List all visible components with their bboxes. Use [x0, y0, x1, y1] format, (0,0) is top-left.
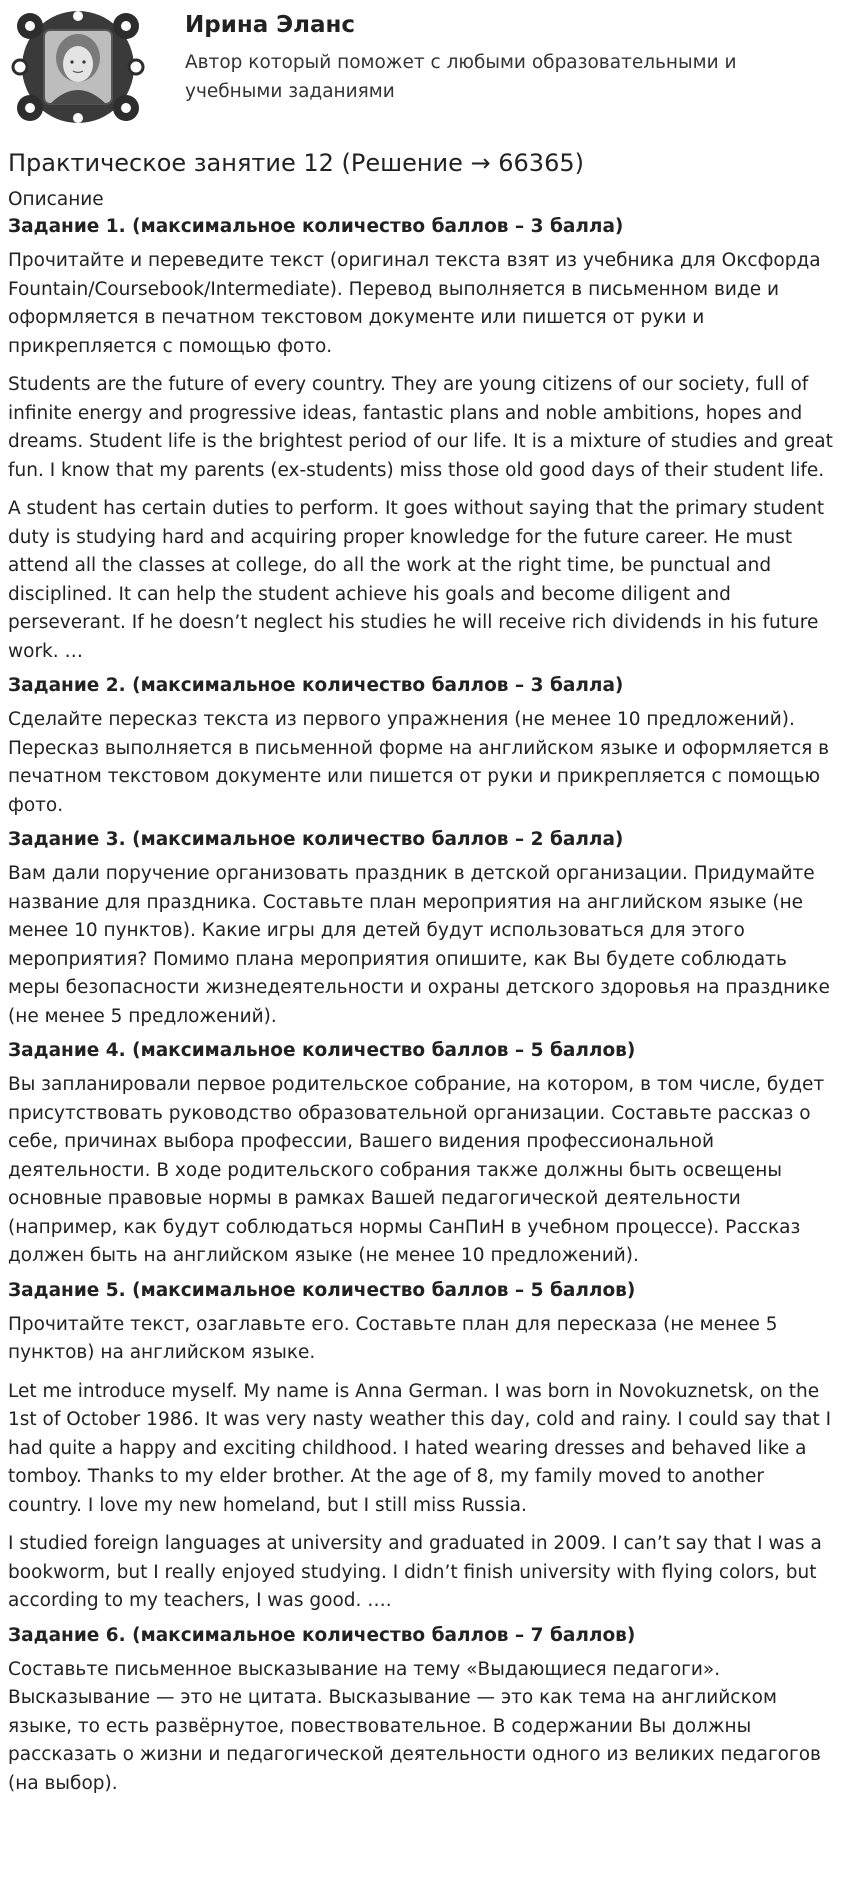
task-6-instructions: Составьте письменное высказывание на тему «Выдающиеся педагоги». Высказывание — это не цитата. Высказывание — это как тема на английском языке, то есть развёрнутое, повествовательное. В содержании Вы должны рассказать о жизни и педагогической деятельности одного из великих педагогов (на выбор). [8, 1658, 821, 1794]
description-label: Описание [8, 189, 104, 210]
task-5-text-paragraph-1: Let me introduce myself. My name is Anna German. I was born in Novokuznetsk, on the 1st of October 1986. It was very nasty weather this day, cold and rainy. I could say that I had quite a happy and exciting childhood. I hated wearing dresses and behaved like a tomboy. Thanks to my elder brother. At the age of 8, my family moved to another country. I love my new homeland, but I still miss Russia. [8, 1380, 832, 1516]
page-title: Практическое занятие 12 (Решение → 66365) [8, 149, 584, 177]
task-1-text-paragraph-1: Students are the future of every country. They are young citizens of our society, full of infinite energy and progressive ideas, fantastic plans and noble ambitions, hopes and dreams. Student life is the brightest period of our life. It is a mixture of studies and great fun. I know that my parents (ex-students) miss those old good days of their student life. [8, 374, 833, 481]
task-content [8, 146, 840, 1808]
task-5-text-paragraph-2: I studied foreign languages at university and graduated in 2009. I can’t say that I was a bookworm, but I really enjoyed studying. I didn’t finish university with flying colors, but according to my teachers, I was good. …. [8, 1533, 822, 1611]
task-1-text-paragraph-2: A student has certain duties to perform. It goes without saying that the primary student duty is studying hard and acquiring proper knowledge for the future career. He must attend all the classes at college, do all the work at the right time, be punctual and disciplined. It can help the student achieve his goals and become diligent and perseverant. If he doesn’t neglect his studies he will receive rich dividends in his future work. … [8, 498, 825, 662]
task-3-instructions: Вам дали поручение организовать праздник в детской организации. Придумайте название для праздника. Составьте план мероприятия на английском языке (не менее 10 пунктов). Какие игры для детей будут использоваться для этого мероприятия? Помимо плана мероприятия опишите, как Вы будете соблюдать меры безопасности жизнедеятельности и охраны детского здоровья на празднике (не менее 5 предложений). [8, 863, 830, 1027]
task-1-instructions: Прочитайте и переведите текст (оригинал текста взят из учебника для Оксфорда Fountain/Coursebook/Intermediate). Перевод выполняется в письменном виде и оформляется в печатном текстовом документе или пишется от руки и прикрепляется с помощью фото. [8, 250, 821, 357]
task-6-heading: Задание 6. (максимальное количество баллов – 7 баллов) [8, 1624, 636, 1646]
task-2-instructions: Сделайте пересказ текста из первого упражнения (не менее 10 предложений). Пересказ выполняется в письменной форме на английском языке и оформляется в печатном текстовом документе или пишется от руки и прикрепляется с помощью фото. [8, 709, 830, 816]
author-name[interactable]: Ирина Эланс [185, 12, 356, 38]
task-4-instructions: Вы запланировали первое родительское собрание, на котором, в том числе, будет присутствовать руководство образовательной организации. Составьте рассказ о себе, причинах выбора профессии, Вашего видения профессиональной деятельности. В ходе родительского собрания также должны быть освещены основные правовые нормы в рамках Вашей педагогической деятельности (например, как будут соблюдаться нормы СанПиН в учебном процессе). Рассказ должен быть на английском языке (не менее 10 предложений). [8, 1074, 825, 1266]
task-2-heading: Задание 2. (максимальное количество баллов – 3 балла) [8, 675, 624, 696]
avatar[interactable] [8, 8, 148, 126]
author-card [0, 0, 847, 140]
task-3-heading: Задание 3. (максимальное количество баллов – 2 балла) [8, 829, 624, 850]
task-4-heading: Задание 4. (максимальное количество баллов – 5 баллов) [8, 1040, 636, 1061]
task-5-heading: Задание 5. (максимальное количество баллов – 5 баллов) [8, 1279, 636, 1301]
task-1-heading: Задание 1. (максимальное количество баллов – 3 балла) [8, 216, 624, 237]
task-5-instructions: Прочитайте текст, озаглавьте его. Составьте план для пересказа (не менее 5 пунктов) на английском языке. [8, 1313, 778, 1363]
author-description: Автор который поможет с любыми образовательными и учебными заданиями [185, 52, 737, 102]
film-reel-avatar-icon [8, 8, 148, 126]
